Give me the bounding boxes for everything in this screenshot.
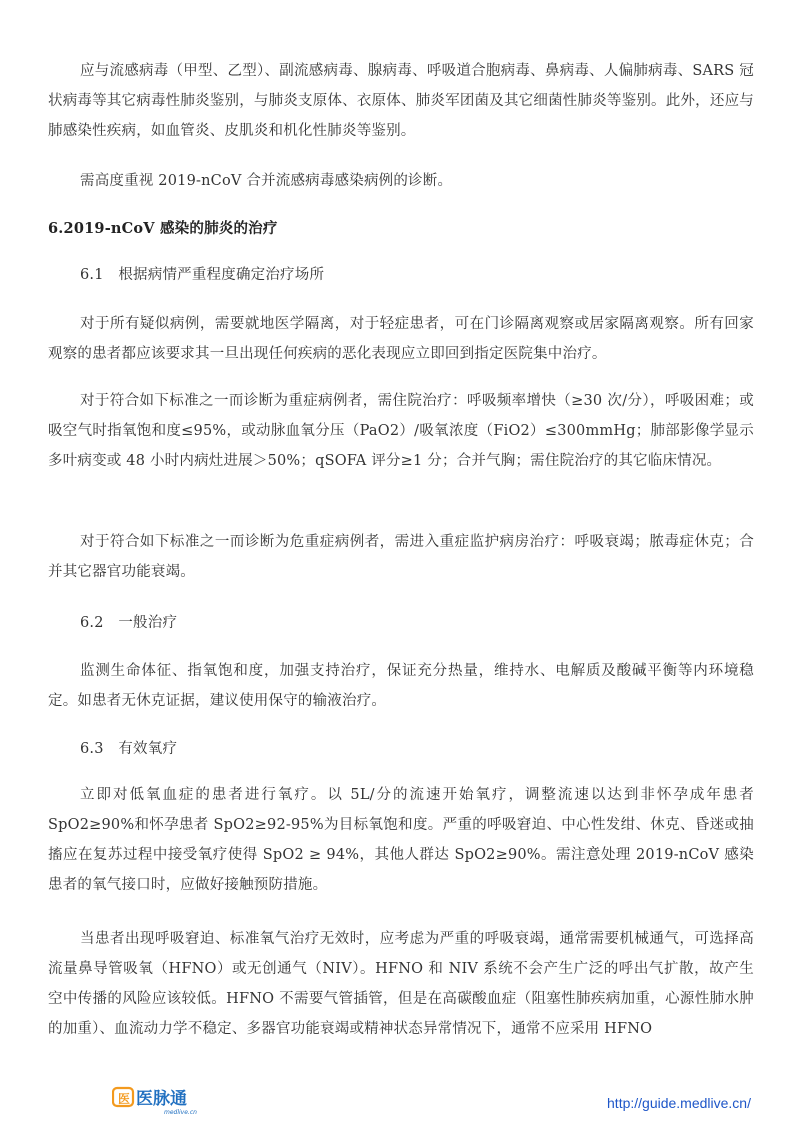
paragraph-oxygen-therapy: 立即对低氧血症的患者进行氧疗。以 5L/分的流速开始氧疗，调整流速以达到非怀孕成年患者 SpO2≥90%和怀孕患者 SpO2≥92-95%为目标氧饱和度。严重的呼吸窘迫、中心性发绀、休克、昏迷或抽搐应在复苏过程中接受氧疗使得 SpO2 ≥ 94%，其他人群达 SpO2≥90%。需注意处理 2019-nCoV 感染患者的氧气接口时，应做好接触预防措施。: [48, 787, 754, 893]
footer-url-link[interactable]: http://guide.medlive.cn/: [607, 1095, 751, 1111]
medlive-logo: [112, 1082, 212, 1116]
section-heading-treatment: 6.2019-nCoV 感染的肺炎的治疗: [48, 220, 278, 237]
subheading-6-1: 6.1 根据病情严重程度确定治疗场所: [80, 267, 325, 283]
svg-text:医: 医: [118, 1092, 131, 1106]
subheading-6-3: 6.3 有效氧疗: [80, 741, 178, 757]
subheading-6-2: 6.2 一般治疗: [80, 615, 178, 631]
logo-subtext: medlive.cn: [164, 1109, 197, 1116]
paragraph-differential-diagnosis: 应与流感病毒（甲型、乙型）、副流感病毒、腺病毒、呼吸道合胞病毒、鼻病毒、人偏肺病毒、SARS 冠状病毒等其它病毒性肺炎鉴别，与肺炎支原体、衣原体、肺炎军团菌及其它细菌性肺炎等鉴别。此外，还应与肺感染性疾病，如血管炎、皮肌炎和机化性肺炎等鉴别。: [48, 63, 754, 139]
paragraph-suspected-cases: 对于所有疑似病例，需要就地医学隔离，对于轻症患者，可在门诊隔离观察或居家隔离观察。所有回家观察的患者都应该要求其一旦出现任何疾病的恶化表现应立即回到指定医院集中治疗。: [48, 316, 754, 362]
paragraph-severe-cases: 对于符合如下标准之一而诊断为重症病例者，需住院治疗：呼吸频率增快（≥30 次/分），呼吸困难；或吸空气时指氧饱和度≤95%，或动脉血氧分压（PaO2）/吸氧浓度（FiO2）≤300mmHg；肺部影像学显示多叶病变或 48 小时内病灶进展＞50%；qSOFA 评分≥1 分；合并气胸；需住院治疗的其它临床情况。: [48, 393, 754, 469]
paragraph-respiratory-failure: 当患者出现呼吸窘迫、标准氧气治疗无效时，应考虑为严重的呼吸衰竭，通常需要机械通气，可选择高流量鼻导管吸氧（HFNO）或无创通气（NIV）。HFNO 和 NIV 系统不会产生广泛的呼出气扩散，故产生空中传播的风险应该较低。HFNO 不需要气管插管，但是在高碳酸血症（阻塞性肺疾病加重，心源性肺水肿的加重）、血流动力学不稳定、多器官功能衰竭或精神状态异常情况下，通常不应采用 HFNO: [48, 931, 754, 1037]
logo-text: 医脉通: [136, 1089, 187, 1109]
paragraph-critical-cases: 对于符合如下标准之一而诊断为危重症病例者，需进入重症监护病房治疗：呼吸衰竭；脓毒症休克；合并其它器官功能衰竭。: [48, 534, 754, 580]
paragraph-coinfection-note: 需高度重视 2019-nCoV 合并流感病毒感染病例的诊断。: [80, 173, 453, 189]
paragraph-general-treatment: 监测生命体征、指氧饱和度，加强支持治疗，保证充分热量，维持水、电解质及酸碱平衡等内环境稳定。如患者无休克证据，建议使用保守的输液治疗。: [48, 663, 754, 709]
